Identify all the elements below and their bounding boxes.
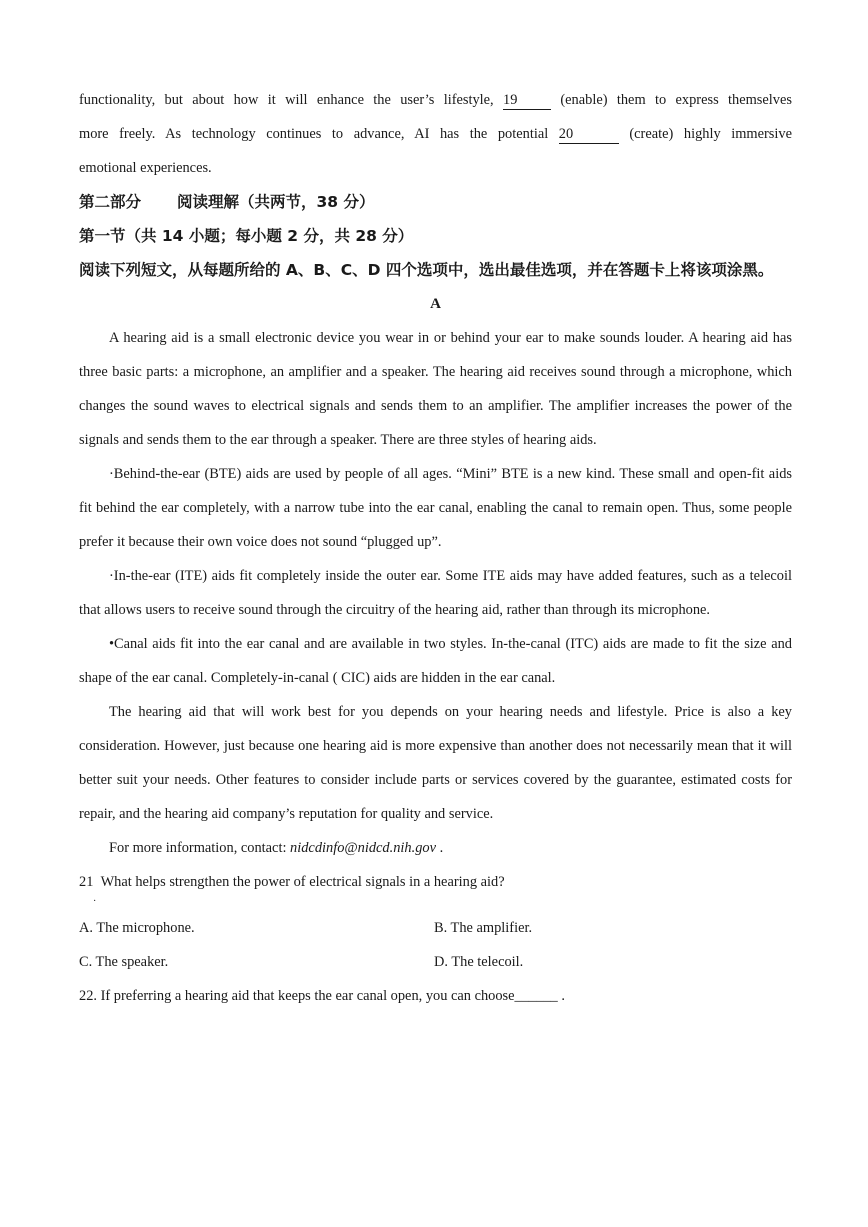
passage-paragraph-2: ·Behind-the-ear (BTE) aids are used by people of all ages. “Mini” BTE is a new kind. These small and open-fit aids fit behind the ear completely, with a narrow tube into the ear canal, enabling the canal to remain open. Thus, some people prefer it because their own voice does not sound “plugged up”. xyxy=(79,466,792,550)
options-row-1 xyxy=(79,911,792,945)
option-a[interactable]: A. The microphone. xyxy=(79,920,195,936)
subsection-heading: 第一节（共 14 小题；每小题 2 分，共 28 分） xyxy=(79,227,414,245)
blank-19: 19 xyxy=(503,91,551,110)
passage-paragraph-1: A hearing aid is a small electronic device you wear in or behind your ear to make sounds louder. A hearing aid has three basic parts: a microphone, an amplifier and a speaker. The hearing aid receives sound through a microphone, which changes the sound waves to electrical signals and sends them to an amplifier. The amplifier increases the power of the signals and sends them to the ear through a speaker. There are three styles of hearing aids. xyxy=(79,330,792,448)
part-title: 阅读理解（共两节，38 分） xyxy=(177,193,375,211)
contact-suffix: . xyxy=(435,840,444,856)
passage-paragraph-3: ·In-the-ear (ITE) aids fit completely inside the outer ear. Some ITE aids may have added features, such as a telecoil that allows users to receive sound through the circuitry of the hearing aid, rather than through its microphone. xyxy=(79,568,792,618)
contact-prefix: For more information, contact: xyxy=(109,840,291,856)
question-number: 22. xyxy=(79,988,97,1004)
question-22 xyxy=(79,979,792,1013)
question-text: If preferring a hearing aid that keeps the ear canal open, you can choose______ . xyxy=(100,988,565,1004)
option-c[interactable]: C. The speaker. xyxy=(79,954,169,970)
contact-line xyxy=(79,831,792,865)
passage-paragraph-5: The hearing aid that will work best for you depends on your hearing needs and lifestyle. Price is also a key consideration. However, just because one hearing aid is more expensive than another does not necessarily mean that it will better suit your needs. Other features to consider include parts or services covered by the guarantee, estimated costs for repair, and the hearing aid company’s reputation for quality and service. xyxy=(79,704,792,822)
intro-line-3: emotional experiences. xyxy=(79,160,212,176)
question-21 xyxy=(79,865,792,899)
options-row-2 xyxy=(79,945,792,979)
document-page xyxy=(79,83,792,1013)
part-label: 第二部分 xyxy=(79,193,142,211)
question-number: 21 · xyxy=(79,874,93,890)
instruction-text: 阅读下列短文，从每题所给的 A、B、C、D 四个选项中，选出最佳选项，并在答题卡上将该项涂黑。 xyxy=(79,261,774,279)
intro-text: (create) highly immersive xyxy=(629,126,792,142)
blank-20: 20 xyxy=(559,125,619,144)
intro-text: functionality, but about how it will enhance the user’s lifestyle, xyxy=(79,92,494,108)
intro-text: (enable) them to express themselves xyxy=(560,92,792,108)
contact-email-link[interactable]: nidcdinfo@nidcd.nih.gov xyxy=(290,840,436,856)
intro-line-1 xyxy=(79,83,792,117)
intro-line-2 xyxy=(79,117,792,151)
part-heading xyxy=(79,185,792,219)
passage-label: A xyxy=(430,296,441,312)
passage-paragraph-4: •Canal aids fit into the ear canal and are available in two styles. In-the-canal (ITC) aids are made to fit the size and shape of the ear canal. Completely-in-canal ( CIC) aids are hidden in the ear canal. xyxy=(79,636,792,686)
intro-text: more freely. As technology continues to advance, AI has the potential xyxy=(79,126,549,142)
option-d[interactable]: D. The telecoil. xyxy=(434,954,524,970)
option-b[interactable]: B. The amplifier. xyxy=(434,920,533,936)
question-text: What helps strengthen the power of electrical signals in a hearing aid? xyxy=(100,874,505,890)
